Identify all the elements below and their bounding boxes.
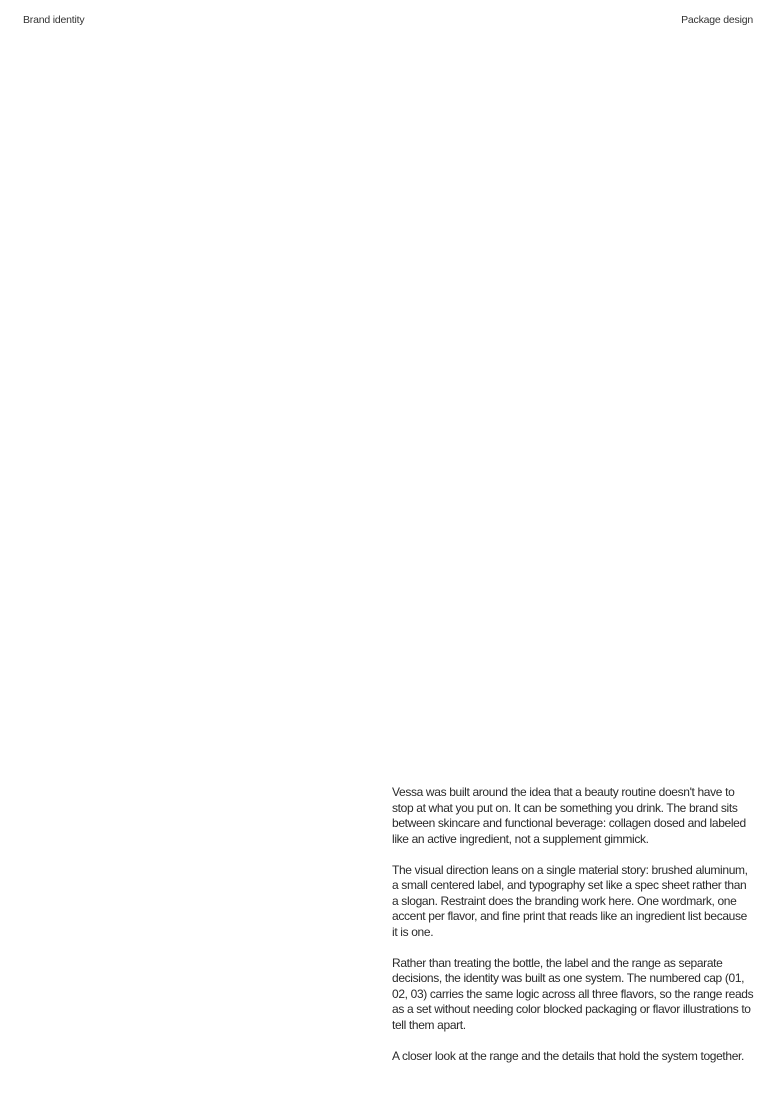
paragraph-closing: A closer look at the range and the details that hold the system together. bbox=[392, 1048, 745, 1063]
header-label-brand-identity: Brand identity bbox=[23, 14, 85, 26]
body-copy bbox=[392, 785, 754, 1080]
paragraph-intro: Vessa was built around the idea that a beauty routine doesn't have to stop at what you put on. It can be something you drink. The brand sits between skincare and functional beverage: collagen dosed and labeled like an active ingredient, not a supplement gimmick. bbox=[392, 785, 746, 846]
paragraph-visual-direction: The visual direction leans on a single material story: brushed aluminum, a small centered label, and typography set like a spec sheet rather than a slogan. Restraint does the branding work here. One wordmark, one accent per flavor, and fine print that reads like an ingredient list because it is one. bbox=[392, 862, 748, 939]
paragraph-system: Rather than treating the bottle, the label and the range as separate decisions, the identity was built as one system. The numbered cap (01, 02, 03) carries the same logic across all three flavors, so the range reads as a set without needing color blocked packaging or flavor illustrations to tell them apart. bbox=[392, 955, 754, 1032]
header-label-package-design: Package design bbox=[681, 14, 753, 26]
